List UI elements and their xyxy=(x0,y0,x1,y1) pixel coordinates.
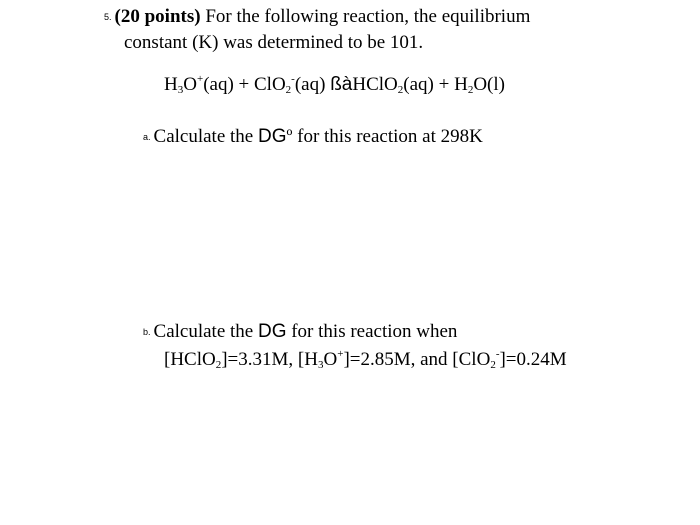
reaction-h-sub: 3 xyxy=(177,84,184,96)
reaction-equation xyxy=(164,74,505,96)
part-a-label: a. xyxy=(143,132,151,142)
reaction-clo-sub: 2 xyxy=(285,84,292,96)
part-b-label: b. xyxy=(143,327,151,337)
conc-clo2-value: ]=0.24M xyxy=(499,349,567,370)
part-a-text-after: º for this reaction at 298K xyxy=(286,126,483,147)
conc-h3o-value: ]=2.85M, and [ClO xyxy=(343,349,491,370)
part-a-dg: DG xyxy=(257,126,287,147)
question-number: 5. xyxy=(104,12,112,22)
reaction-aq2: (aq) xyxy=(294,74,331,95)
reaction-water: O(l) xyxy=(473,74,505,95)
question-points: (20 points) xyxy=(114,6,201,27)
conc-h3o-o: O xyxy=(323,349,338,370)
part-b-text-after: for this reaction when xyxy=(286,321,458,342)
part-a xyxy=(143,126,483,150)
conc-clo2-sub: 2 xyxy=(490,359,496,371)
reaction-hclo: HClO xyxy=(352,74,398,95)
conc-hclo2-sub: 2 xyxy=(215,359,222,371)
reaction-hclo-sub: 2 xyxy=(397,84,404,96)
part-b-line-2 xyxy=(164,349,567,371)
part-b-text-before: Calculate the xyxy=(153,321,258,342)
part-a-text-before: Calculate the xyxy=(153,126,258,147)
reaction-h: H xyxy=(164,74,178,95)
reaction-o-sup: + xyxy=(196,73,204,85)
part-b-line-1 xyxy=(143,321,457,345)
question-line-1 xyxy=(104,6,530,30)
conc-h3o-sub: 3 xyxy=(317,359,324,371)
question-intro-2: constant (K) was determined to be 101. xyxy=(124,32,424,53)
conc-hclo2-value: ]=3.31M, [H xyxy=(221,349,318,370)
reaction-aq1: (aq) + ClO xyxy=(203,74,286,95)
reaction-aq3: (aq) + H xyxy=(403,74,468,95)
conc-clo2-sup: - xyxy=(495,348,500,360)
part-b-dg: DG xyxy=(257,321,287,342)
equilibrium-arrow-glyph: ßà xyxy=(330,74,353,95)
question-intro-1: For the following reaction, the equilibrium xyxy=(200,6,531,27)
reaction-clo-sup: - xyxy=(291,73,295,85)
question-line-2 xyxy=(124,32,423,54)
reaction-o: O xyxy=(183,74,197,95)
reaction-h2o-sub: 2 xyxy=(467,84,474,96)
conc-h3o-sup: + xyxy=(337,348,344,360)
conc-hclo2: [HClO xyxy=(164,349,216,370)
